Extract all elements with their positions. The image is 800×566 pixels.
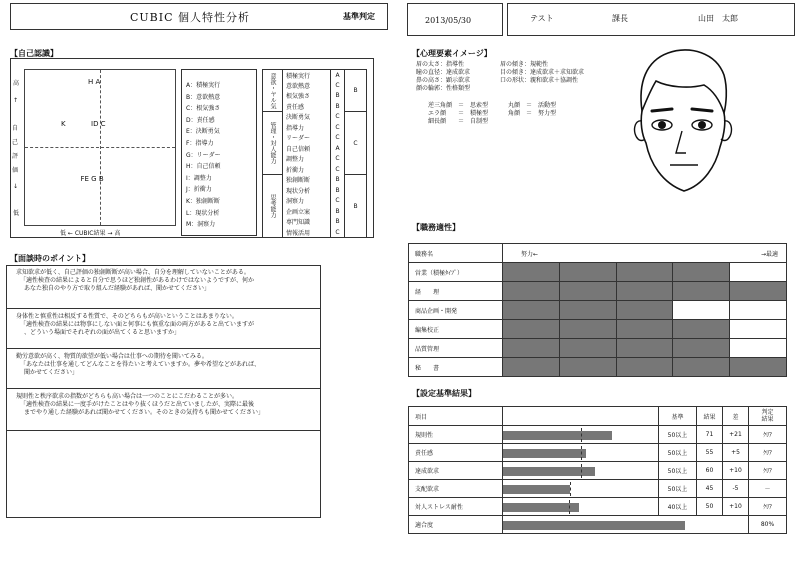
aptitude-table (408, 243, 787, 377)
face-illustration (628, 43, 738, 203)
point-line: 身体性と慎重性は相反する性質で、そのどちらもが高いということはあまりない。 (16, 313, 238, 320)
grade-group-total: C (345, 112, 367, 175)
grade-group-name: 思考能力 (263, 175, 283, 238)
psych-right-item: 口の形状：親和欲求＋協調性 (500, 77, 579, 84)
criteria-row (409, 426, 787, 444)
grade-item-grade: C (331, 133, 345, 144)
aptitude-row (409, 339, 787, 358)
aptitude-cell (616, 339, 673, 358)
grade-group-name: 意欲・ヤル気 (263, 70, 283, 112)
criteria-bar-cell (503, 480, 659, 498)
aptitude-col-title: 職務名 (409, 244, 503, 263)
aptitude-job-name: 商品企画・開発 (409, 301, 503, 320)
aptitude-cell (730, 263, 787, 282)
grade-item-label: 独創断断 (283, 175, 331, 186)
aptitude-cell (616, 358, 673, 377)
criteria-row (409, 480, 787, 498)
grade-item-grade: C (331, 122, 345, 133)
points-list (6, 265, 321, 471)
criteria-result: 60 (697, 462, 723, 480)
grade-item-grade: B (331, 175, 345, 186)
grade-item-grade: A (331, 70, 345, 81)
psych-right-item: 目の傾き：達成欲求＋求知欲求 (500, 69, 585, 76)
grade-item-label: 専門知識 (283, 217, 331, 228)
point-line: 「あなたは仕事を通してどんなことを得たいと考えていますか。夢や希望などがあれば、 (20, 361, 261, 368)
grade-item-grade: C (331, 227, 345, 238)
psych-type-eq: ＝ (458, 110, 465, 117)
grade-item-grade: A (331, 143, 345, 154)
mode-label: 基準判定 (343, 12, 375, 21)
y-axis-arrow-up: ↑ (13, 97, 19, 104)
grade-item-grade: C (331, 112, 345, 123)
grade-item-grade: B (331, 101, 345, 112)
criteria-diff: +10 (723, 462, 749, 480)
point-item (6, 265, 321, 309)
criteria-base: 50以上 (659, 444, 697, 462)
aptitude-row (409, 320, 787, 339)
aptitude-cell (616, 263, 673, 282)
criteria-diff: +21 (723, 426, 749, 444)
criteria-item-name: 支配欲求 (409, 480, 503, 498)
position-text: 課長 (612, 14, 628, 23)
psych-type-shape: エラ顔 (428, 110, 447, 117)
aptitude-row (409, 301, 787, 320)
self-recognition-heading: 【自己認識】 (10, 49, 58, 58)
aptitude-cell (673, 339, 730, 358)
criteria-diff: -5 (723, 480, 749, 498)
grade-item-label: 指導力 (283, 122, 331, 133)
y-axis-top: 高 (13, 80, 20, 87)
criteria-threshold-mark (581, 446, 582, 460)
grade-item-label: 根気強さ (283, 91, 331, 102)
criteria-bar-cell (503, 462, 659, 480)
criteria-threshold-mark (569, 500, 570, 514)
criteria-item-name: 責任感 (409, 444, 503, 462)
criteria-base: 50以上 (659, 480, 697, 498)
criteria-item-name: 対人ストレス耐性 (409, 498, 503, 516)
point-item (6, 349, 321, 389)
grade-group-name: 管理・対人能力 (263, 112, 283, 175)
criteria-bar-cell (503, 426, 659, 444)
criteria-bar (503, 431, 612, 440)
criteria-judge: ｸﾘｱ (749, 426, 787, 444)
criteria-fit-bar-cell (503, 516, 749, 534)
psych-type-eq: ＝ (458, 118, 465, 125)
scatter-point-label: K (61, 120, 66, 129)
legend-item: E：決断勇気 (186, 128, 220, 136)
psych-left-item: 顔の輪郭：性格類型 (416, 85, 471, 92)
criteria-col-judge (749, 407, 787, 426)
aptitude-job-name: 秘 書 (409, 358, 503, 377)
aptitude-job-name: 編集校正 (409, 320, 503, 339)
criteria-item-name: 達成欲求 (409, 462, 503, 480)
aptitude-cell (503, 358, 560, 377)
psych-type-kind: 自制型 (470, 118, 489, 125)
criteria-judge-line2: 結果 (761, 416, 774, 423)
grade-item-grade: B (331, 217, 345, 228)
criteria-col-item: 項目 (409, 407, 503, 426)
point-line: あなた独自のやり方で取り組んだ経験があれば、聞かせてください」 (24, 285, 211, 292)
grade-item-label: 自己信頼 (283, 143, 331, 154)
criteria-result: 50 (697, 498, 723, 516)
legend-item: C：根気強さ (186, 105, 221, 113)
point-line: 「適性検査の結果によると自分で思うほど独創性があるわけではないようですが、何か (20, 277, 255, 284)
criteria-item-name: 規則性 (409, 426, 503, 444)
legend-item: M：洞察力 (186, 221, 216, 229)
psych-type-shape: 角顔 (508, 110, 521, 117)
grade-item-label: 決断勇気 (283, 112, 331, 123)
aptitude-cell (616, 301, 673, 320)
aptitude-cell (673, 301, 730, 320)
legend-item: I：調整力 (186, 174, 212, 182)
point-line: 「適性検査の結果に一度手がけたことはやり抜くほうだと出ていましたが、実際に最後 (20, 401, 255, 408)
legend-item: G：リーダー (186, 151, 221, 159)
point-line: 求知欲求が低く、自己評価の独創断断が高い場合、自分を理解していないことがある。 (16, 269, 250, 276)
criteria-threshold-mark (570, 482, 571, 496)
legend-item: A：積極実行 (186, 82, 221, 89)
grade-item-grade: C (331, 164, 345, 175)
criteria-result: 71 (697, 426, 723, 444)
criteria-heading: 【設定基準結果】 (412, 389, 476, 398)
psych-type-kind: 努力型 (538, 110, 557, 117)
grade-row (263, 175, 367, 186)
psych-right-item: 眉の傾き：規範性 (500, 61, 549, 68)
grade-item-grade: C (331, 80, 345, 91)
criteria-row (409, 444, 787, 462)
legend-item: H：自己信頼 (186, 163, 221, 171)
criteria-diff: +5 (723, 444, 749, 462)
aptitude-cell (673, 320, 730, 339)
aptitude-row (409, 358, 787, 377)
aptitude-cell (730, 282, 787, 301)
psych-type-kind: 積極型 (470, 110, 489, 117)
aptitude-cell (503, 301, 560, 320)
name-text: 山田 太郎 (698, 14, 738, 23)
criteria-fit-label: 適合度 (409, 516, 503, 534)
psych-type-kind: 活動型 (538, 102, 557, 109)
aptitude-scale-left: 努力← (521, 251, 539, 258)
grade-group-total: B (345, 175, 367, 238)
psych-type-eq: ＝ (526, 110, 533, 117)
legend-item: F：指導力 (186, 139, 214, 147)
x-axis-label: 低 ← CUBIC結果 → 高 (60, 230, 121, 237)
criteria-fit-value: 80% (749, 516, 787, 534)
aptitude-cell (503, 339, 560, 358)
aptitude-cell (559, 301, 616, 320)
grade-item-label: 責任感 (283, 101, 331, 112)
psych-type-eq: ＝ (526, 102, 533, 109)
aptitude-cell (559, 339, 616, 358)
criteria-result: 45 (697, 480, 723, 498)
aptitude-cell (730, 320, 787, 339)
criteria-threshold-mark (581, 464, 582, 478)
grade-item-label: リーダー (283, 133, 331, 144)
criteria-judge-line1: 判定 (761, 409, 774, 416)
criteria-judge: ｸﾘｱ (749, 444, 787, 462)
criteria-judge: ｸﾘｱ (749, 498, 787, 516)
point-line: 聞かせてください」 (24, 369, 79, 376)
aptitude-row (409, 282, 787, 301)
criteria-judge: ｸﾘｱ (749, 462, 787, 480)
criteria-table (408, 406, 787, 534)
aptitude-cell (559, 320, 616, 339)
grade-row (263, 70, 367, 81)
scatter-point-label: ID C (91, 120, 106, 129)
psych-left-item: 眉の太さ：指導性 (416, 61, 465, 68)
psych-types (428, 102, 588, 126)
criteria-row (409, 498, 787, 516)
grade-item-label: 意欲熱意 (283, 80, 331, 91)
criteria-base: 40以上 (659, 498, 697, 516)
point-line: 勤労意欲が高く、物質的欲望が低い場合は仕事への期待を聞いてみる。 (16, 353, 208, 360)
criteria-col-diff: 差 (723, 407, 749, 426)
aptitude-cell (730, 339, 787, 358)
aptitude-grid (408, 243, 787, 377)
aptitude-header-row (409, 244, 787, 263)
grade-item-label: 積極実行 (283, 70, 331, 81)
psych-type-row (428, 102, 588, 110)
criteria-threshold-mark (581, 428, 582, 442)
aptitude-cell (559, 358, 616, 377)
grade-item-label: 現状分析 (283, 185, 331, 196)
criteria-base: 50以上 (659, 426, 697, 444)
aptitude-cell (559, 282, 616, 301)
psych-type-eq: ＝ (458, 102, 465, 109)
scatter-point-label: H A (88, 78, 101, 87)
criteria-bar-cell (503, 444, 659, 462)
criteria-fit-bar (503, 521, 685, 530)
aptitude-cell (730, 358, 787, 377)
legend-item: J：折衝力 (186, 186, 212, 194)
criteria-result: 55 (697, 444, 723, 462)
scatter-point-label: FE G B (80, 174, 104, 183)
aptitude-cell (503, 282, 560, 301)
grade-item-grade: B (331, 185, 345, 196)
aptitude-cell (503, 320, 560, 339)
legend-item: B：意欲熱意 (186, 93, 221, 101)
point-item (6, 389, 321, 431)
aptitude-cell (503, 263, 560, 282)
aptitude-cell (616, 320, 673, 339)
aptitude-job-name: 品質管理 (409, 339, 503, 358)
criteria-judge: － (749, 480, 787, 498)
psych-type-shape: 丸顔 (508, 102, 521, 109)
aptitude-scale-header (503, 244, 787, 263)
psych-type-shape: 細長顔 (428, 118, 447, 125)
aptitude-row (409, 263, 787, 282)
page-title: CUBIC 個人特性分析 (130, 11, 251, 24)
criteria-col-result: 結果 (697, 407, 723, 426)
legend-item: D：責任感 (186, 116, 215, 124)
aptitude-cell (730, 301, 787, 320)
criteria-base: 50以上 (659, 462, 697, 480)
criteria-col-bar (503, 407, 659, 426)
grade-item-grade: C (331, 196, 345, 207)
company-text: テスト (530, 14, 554, 23)
psych-left-item: 鼻の高さ：顕示欲求 (416, 77, 471, 84)
grade-item-grade: B (331, 206, 345, 217)
points-heading: 【面談時のポイント】 (10, 254, 90, 263)
grade-group-total: B (345, 70, 367, 112)
aptitude-cell (673, 358, 730, 377)
psych-type-row (428, 118, 588, 126)
criteria-bar (503, 485, 570, 494)
y-axis-bottom: 低 (13, 210, 20, 217)
grade-table (262, 69, 367, 238)
criteria-col-base: 基準 (659, 407, 697, 426)
point-line: までやり通した経験があれば聞かせてください。そのときの気持ちも聞かせてください」 (24, 409, 265, 416)
point-line: 規則性と秩序欲求の指数がどちらも高い場合は一つのことにこだわることが多い。 (16, 393, 239, 400)
grade-item-label: 洞察力 (283, 196, 331, 207)
point-line: 、どういう場面でそれぞれの面が出てくると思いますか」 (24, 329, 181, 336)
criteria-fit-row (409, 516, 787, 534)
aptitude-cell (616, 282, 673, 301)
aptitude-job-name: 経 理 (409, 282, 503, 301)
aptitude-cell (559, 263, 616, 282)
grade-item-grade: C (331, 154, 345, 165)
grade-item-label: 企画立案 (283, 206, 331, 217)
psych-left-item: 瞳の直径：達成欲求 (416, 69, 471, 76)
psych-type-kind: 思索型 (470, 102, 489, 109)
grade-row (263, 112, 367, 123)
point-item (6, 309, 321, 349)
y-axis-label: 自己評価 (12, 125, 19, 174)
legend-list (186, 80, 221, 231)
legend-item: L：現状分析 (186, 209, 220, 217)
y-axis-arrow-down: ↓ (13, 183, 19, 190)
aptitude-heading: 【職務適性】 (412, 223, 460, 232)
criteria-row (409, 462, 787, 480)
psych-type-shape: 逆三角顔 (428, 102, 453, 109)
criteria-grid (408, 406, 787, 534)
aptitude-cell (673, 282, 730, 301)
grade-item-grade: B (331, 91, 345, 102)
scatter-plot (24, 69, 176, 226)
grade-table-inner (262, 69, 367, 238)
point-item-empty (6, 431, 321, 471)
psych-heading: 【心理要素イメージ】 (412, 49, 492, 58)
criteria-bar-cell (503, 498, 659, 516)
legend-item: K：独創断断 (186, 197, 220, 205)
date-text: 2013/05/30 (425, 16, 472, 25)
grade-item-label: 折衝力 (283, 164, 331, 175)
criteria-bar (503, 449, 586, 458)
aptitude-job-name: 営業（積極ﾀｲﾌﾟ） (409, 263, 503, 282)
psych-right-list (500, 61, 584, 85)
psych-type-row (428, 110, 588, 118)
criteria-header-row (409, 407, 787, 426)
grade-item-label: 調整力 (283, 154, 331, 165)
aptitude-cell (673, 263, 730, 282)
grade-item-label: 情報活用 (283, 227, 331, 238)
aptitude-scale-right: →最適 (760, 251, 778, 258)
psych-left-list (416, 61, 470, 93)
criteria-diff: +10 (723, 498, 749, 516)
point-line: 「適性検査の結果には物事にしない面と何事にも慎重な面の両方があると出ていますが (20, 321, 255, 328)
plot-horizontal-midline (25, 147, 175, 148)
